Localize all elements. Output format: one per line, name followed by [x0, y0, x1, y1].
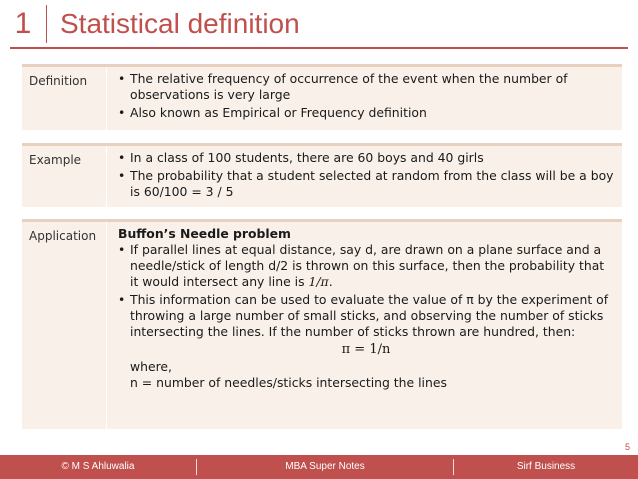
box-divider — [106, 222, 107, 429]
fraction-one-over-pi: 1/π — [308, 274, 329, 289]
footer-brand: Sirf Business — [516, 461, 576, 472]
box-divider — [106, 146, 107, 207]
application-bullet: • This information can be used to evaluate the value of π by the experiment of throwing a large number of small sticks, and observing the number of sticks intersecting the lines. If the number of sticks thrown are hundred, then: — [118, 292, 614, 340]
slide-number: 1 — [14, 7, 32, 40]
title-separator — [46, 5, 47, 43]
footer-bar — [0, 455, 638, 479]
application-bullet — [118, 242, 614, 290]
example-bullet: • The probability that a student selected at random from the class will be a boy is 60/100 = 3 / 5 — [118, 168, 614, 200]
box-divider — [106, 67, 107, 130]
n-definition: n = number of needles/sticks intersecting the lines — [130, 375, 447, 390]
application-heading: Buffon’s Needle problem — [118, 226, 291, 241]
definition-content — [118, 71, 614, 123]
application-bullet-text: If parallel lines at equal distance, say d, are drawn on a plane surface and a needle/stick of length d/2 is thrown on this surface, then the probability that it would intersect any line is — [130, 242, 605, 289]
slide-header — [0, 0, 638, 52]
example-bullet: • In a class of 100 students, there are 60 boys and 40 girls — [118, 150, 614, 166]
slide-title: Statistical definition — [60, 8, 300, 39]
footer-author: © M S Ahluwalia — [61, 461, 135, 472]
example-box — [22, 143, 622, 207]
example-content — [118, 150, 614, 202]
example-label: Example — [29, 153, 82, 167]
definition-bullet: • Also known as Empirical or Frequency definition — [118, 105, 614, 121]
page-number: 5 — [624, 442, 630, 452]
pi-formula: π = 1/n — [341, 342, 391, 357]
definition-bullet: • The relative frequency of occurrence of the event when the number of observations is very large — [118, 71, 614, 103]
where-text: where, — [130, 359, 172, 374]
definition-label: Definition — [29, 74, 88, 88]
footer-center-title: MBA Super Notes — [285, 461, 365, 472]
definition-box — [22, 64, 622, 130]
application-label: Application — [29, 229, 97, 243]
application-box — [22, 219, 622, 429]
box-top-border — [22, 143, 622, 146]
application-content — [118, 226, 614, 391]
sentence-end: . — [328, 274, 333, 289]
title-underline — [10, 47, 628, 49]
box-top-border — [22, 64, 622, 67]
box-top-border — [22, 219, 622, 222]
